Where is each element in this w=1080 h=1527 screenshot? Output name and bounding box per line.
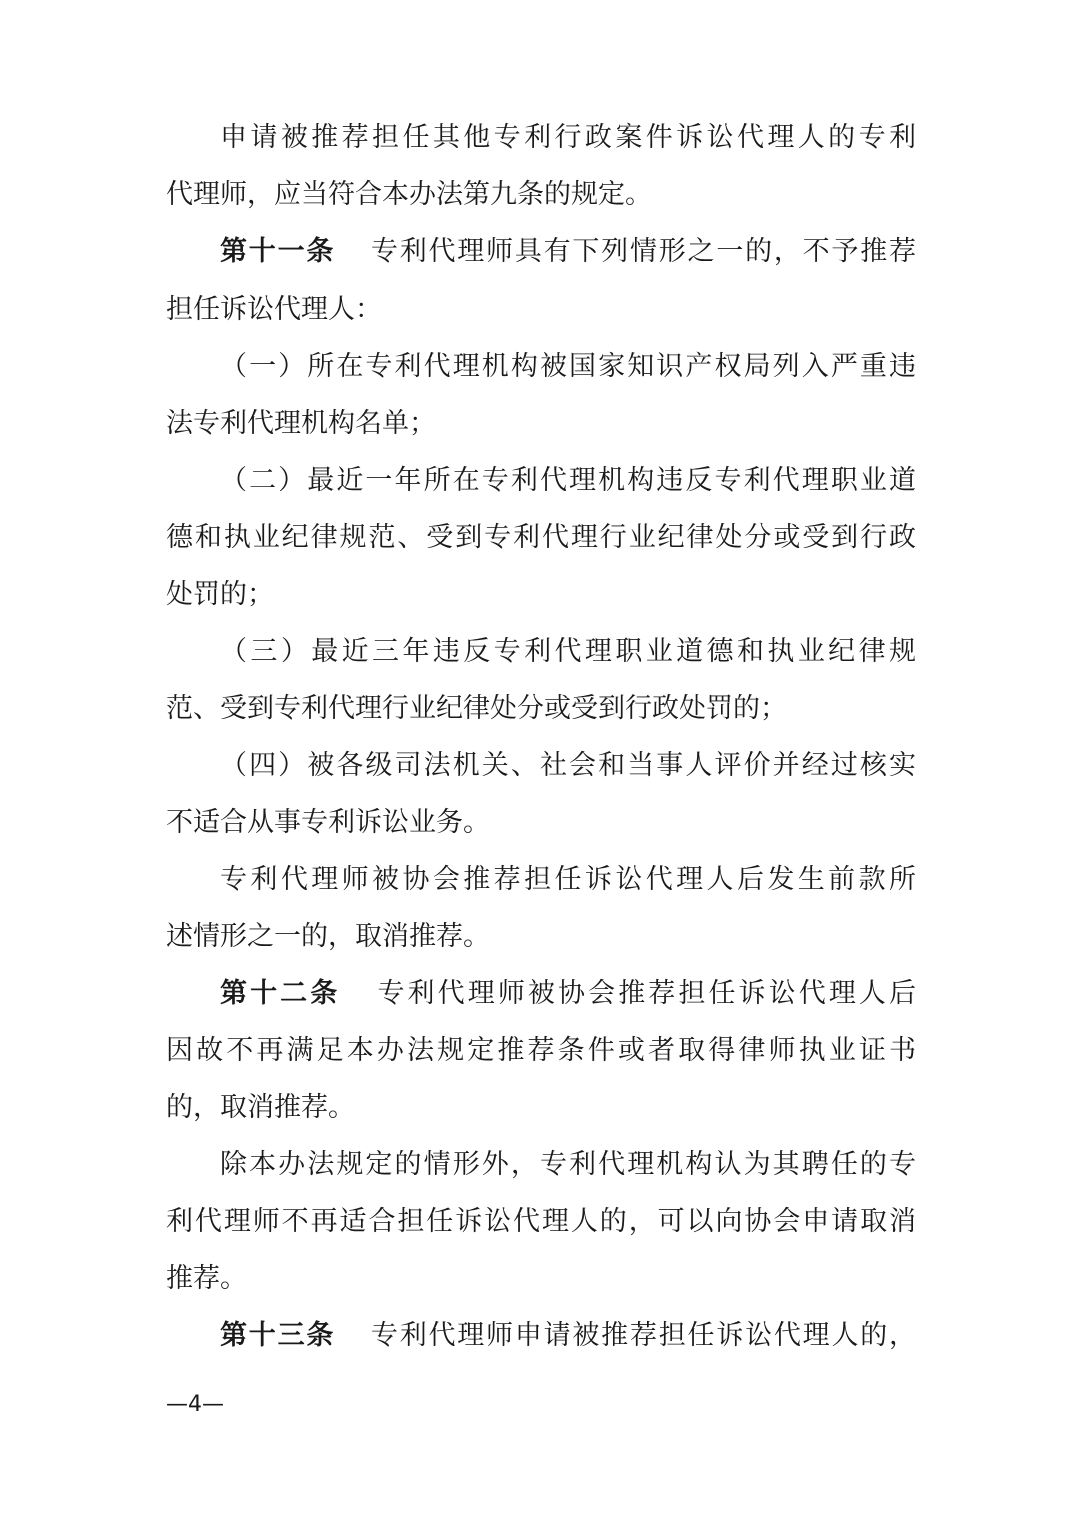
- article-text: 专利代理师申请被推荐担任诉讼代理人的，: [369, 1320, 917, 1351]
- paragraph-line: 专利代理师被协会推荐担任诉讼代理人后发生前款所: [220, 864, 916, 895]
- paragraph-line: 不适合从事专利诉讼业务。: [166, 807, 490, 838]
- paragraph-line: 申请被推荐担任其他专利行政案件诉讼代理人的专利: [220, 122, 916, 153]
- article-heading: 第十一条: [220, 236, 336, 267]
- paragraph-line: 德和执业纪律规范、受到专利代理行业纪律处分或受到行政: [166, 522, 916, 553]
- article-13-line: [220, 1318, 916, 1354]
- list-item-line: （二）最近一年所在专利代理机构违反专利代理职业道: [220, 465, 916, 496]
- page-number: —4—: [166, 1392, 224, 1417]
- paragraph-line: 述情形之一的，取消推荐。: [166, 921, 490, 952]
- paragraph-line: 代理师，应当符合本办法第九条的规定。: [166, 179, 652, 210]
- article-text: 专利代理师具有下列情形之一的，不予推荐: [369, 236, 917, 267]
- paragraph-line: 推荐。: [166, 1263, 247, 1294]
- article-heading: 第十三条: [220, 1320, 336, 1351]
- article-heading: 第十二条: [220, 978, 341, 1009]
- paragraph-line: 担任诉讼代理人：: [166, 294, 382, 325]
- paragraph-line: 范、受到专利代理行业纪律处分或受到行政处罚的；: [166, 693, 787, 724]
- paragraph-line: 的，取消推荐。: [166, 1092, 355, 1123]
- article-text: 专利代理师被协会推荐担任诉讼代理人后: [374, 978, 917, 1009]
- paragraph-line: 法专利代理机构名单；: [166, 408, 436, 439]
- paragraph-line: 利代理师不再适合担任诉讼代理人的，可以向协会申请取消: [166, 1206, 916, 1237]
- paragraph-line: 除本办法规定的情形外，专利代理机构认为其聘任的专: [220, 1149, 916, 1180]
- list-item-line: （四）被各级司法机关、社会和当事人评价并经过核实: [220, 750, 916, 781]
- list-item-line: （三）最近三年违反专利代理职业道德和执业纪律规: [220, 636, 916, 667]
- article-12-line: [220, 976, 916, 1012]
- article-11-line: [220, 234, 916, 270]
- paragraph-line: 因故不再满足本办法规定推荐条件或者取得律师执业证书: [166, 1035, 916, 1066]
- list-item-line: （一）所在专利代理机构被国家知识产权局列入严重违: [220, 351, 916, 382]
- paragraph-line: 处罚的；: [166, 579, 274, 610]
